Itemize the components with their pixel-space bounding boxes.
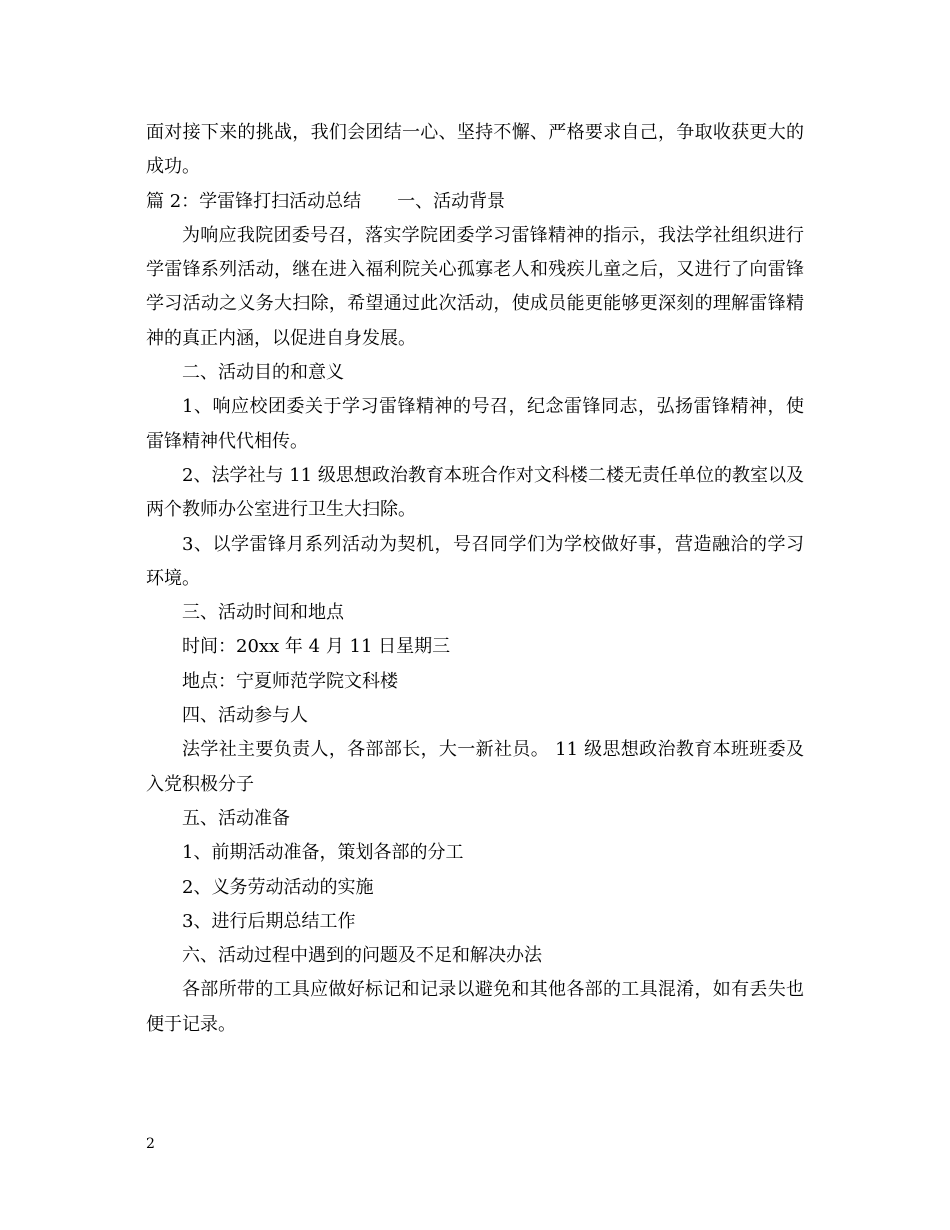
list-item: 1、响应校团委关于学习雷锋精神的号召，纪念雷锋同志，弘扬雷锋精神，使雷锋精神代代相传。 (146, 396, 804, 452)
section-heading: 三、活动时间和地点 (182, 602, 344, 624)
paragraph: 各部所带的工具应做好标记和记录以避免和其他各部的工具混淆，如有丢失也便于记录。 (146, 979, 804, 1035)
section-heading: 四、活动参与人 (182, 705, 308, 727)
section-heading: 五、活动准备 (182, 807, 290, 829)
section-heading: 二、活动目的和意义 (182, 362, 344, 384)
list-item: 1、前期活动准备，策划各部的分工 (182, 842, 464, 864)
list-item: 3、以学雷锋月系列活动为契机，号召同学们为学校做好事，营造融洽的学习环境。 (146, 533, 804, 589)
paragraph: 时间：20xx 年 4 月 11 日星期三 (182, 636, 451, 658)
section-heading: 六、活动过程中遇到的问题及不足和解决办法 (182, 945, 542, 967)
paragraph: 法学社主要负责人，各部部长，大一新社员。 11 级思想政治教育本班班委及入党积极分子 (146, 739, 804, 795)
list-item: 2、法学社与 11 级思想政治教育本班合作对文科楼二楼无责任单位的教室以及两个教师办公室进行卫生大扫除。 (146, 464, 804, 521)
list-item: 2、义务劳动活动的实施 (182, 876, 374, 898)
paragraph: 面对接下来的挑战，我们会团结一心、坚持不懈、严格要求自己，争取收获更大的成功。 (146, 122, 804, 178)
article-title-line: 篇 2：学雷锋打扫活动总结 一、活动背景 (146, 190, 506, 212)
paragraph: 为响应我院团委号召，落实学院团委学习雷锋精神的指示，我法学社组织进行学雷锋系列活动，继在进入福利院关心孤寡老人和残疾儿童之后，又进行了向雷锋学习活动之义务大扫除，希望通过此次活动，使成员能更能够更深刻的理解雷锋精神的真正内涵，以促进自身发展。 (146, 224, 804, 349)
list-item: 3、进行后期总结工作 (182, 910, 356, 932)
document-body (146, 116, 804, 1042)
page-number: 2 (146, 1136, 155, 1152)
paragraph: 地点：宁夏师范学院文科楼 (182, 670, 398, 692)
